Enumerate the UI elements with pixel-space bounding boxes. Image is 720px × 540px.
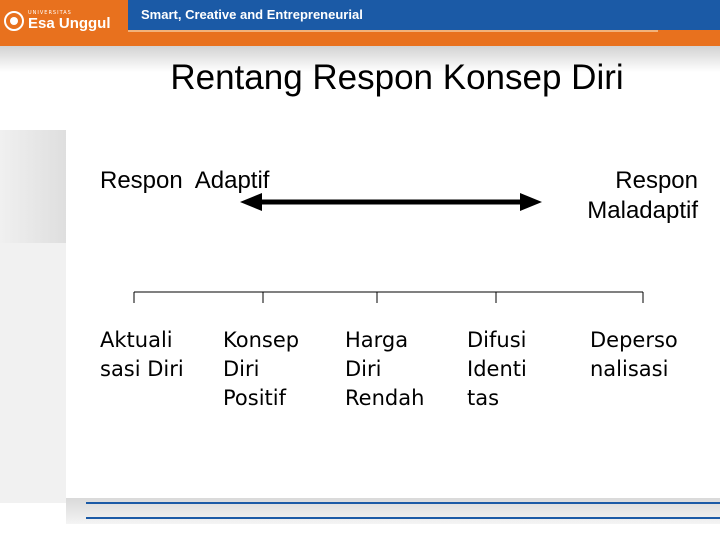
continuum-item bbox=[223, 326, 299, 413]
logo-subtitle: UNIVERSITAS bbox=[28, 10, 72, 16]
continuum-item bbox=[467, 326, 527, 413]
continuum-item-line: sasi Diri bbox=[100, 357, 184, 381]
continuum-item bbox=[100, 326, 184, 384]
continuum-item-line: tas bbox=[467, 386, 500, 410]
continuum-item-line: Diri bbox=[223, 357, 260, 381]
continuum-item-line: nalisasi bbox=[590, 357, 669, 381]
continuum-scale bbox=[134, 292, 643, 303]
double-headed-arrow bbox=[240, 193, 542, 211]
header-tagline: Smart, Creative and Entrepreneurial bbox=[141, 7, 363, 22]
continuum-item-line: Diri bbox=[345, 357, 382, 381]
continuum-item-line: Aktuali bbox=[100, 328, 173, 352]
continuum-item bbox=[345, 326, 424, 413]
continuum-item-line: Konsep bbox=[223, 328, 300, 352]
continuum-item-line: Difusi bbox=[467, 328, 527, 352]
maladaptive-label-line2: Maladaptif bbox=[587, 197, 698, 224]
continuum-item-line: Rendah bbox=[345, 386, 425, 410]
adaptive-response-label: Respon Adaptif bbox=[100, 167, 270, 194]
continuum-item-line: Identi bbox=[467, 357, 527, 381]
continuum-item bbox=[590, 326, 678, 384]
logo-name: Esa Unggul bbox=[28, 15, 111, 32]
continuum-item-line: Deperso bbox=[590, 328, 678, 352]
maladaptive-label-line1: Respon bbox=[615, 167, 698, 194]
slide-title: Rentang Respon Konsep Diri bbox=[170, 58, 624, 97]
continuum-item-line: Harga bbox=[345, 328, 409, 352]
continuum-item-line: Positif bbox=[223, 386, 286, 410]
